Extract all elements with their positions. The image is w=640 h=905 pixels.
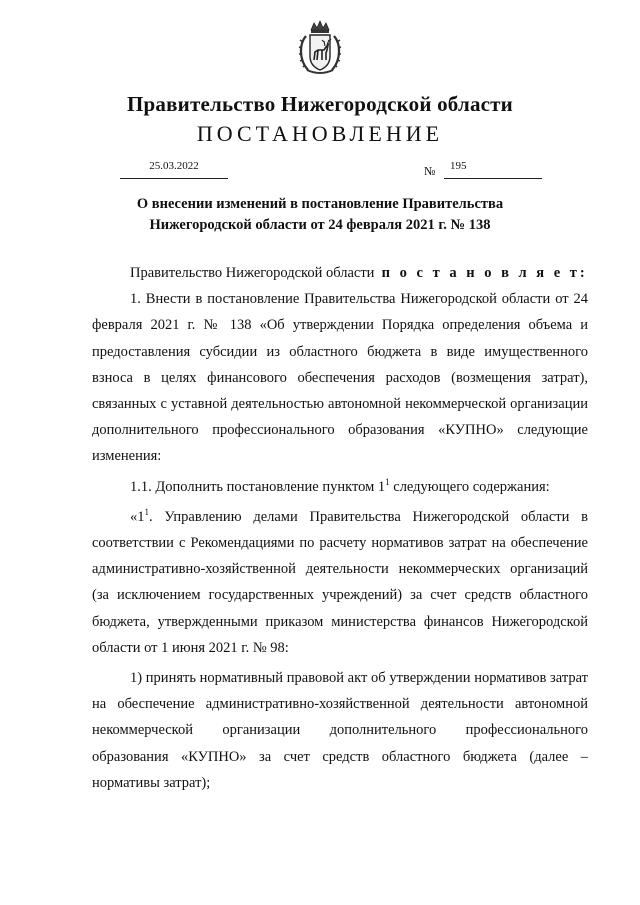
coat-of-arms-icon [297,20,343,76]
subparagraph-1: 1) принять нормативный правовой акт об утверждении нормативов затрат на обеспечение административно-хозяйственной деятельности автономной некоммерческой организации дополнительного профессионального образования «КУПНО» за счет средств областного бюджета (далее – нормативы затрат); [92,670,588,791]
paragraph-1s-start: «1 [130,508,145,525]
subject-line-1: О внесении изменений в постановление Правительства [136,196,504,212]
paragraph-1-1 [92,474,588,500]
number-sign: № [424,164,436,178]
superscript-1: 1 [385,476,390,487]
document-type: ПОСТАНОВЛЕНИЕ [196,121,444,146]
government-name: Правительство Нижегородской области [127,92,513,116]
date-field [120,160,228,179]
document-subject [0,194,640,236]
paragraph-1-1-text: 1.1. Дополнить постановление пунктом 1 [130,478,386,495]
number-field [444,160,542,179]
document-body [92,260,588,796]
preamble-subject: Правительство Нижегородской области [130,265,375,281]
paragraph-1-superscript [92,504,588,661]
paragraph-1s-text: . Управлению делами Правительства Нижегородской области в соответствии с Рекомендациями по расчету нормативов затрат на обеспечение административно-хозяйственной деятельности некоммерческих организаций (за исключением государственных учреждений) за счет средств областного бюджета, утвержденными приказом министерства финансов Нижегородской области от 1 июня 2021 г. № 98: [92,508,588,656]
preamble-verb: п о с т а н о в л я е т: [381,265,588,281]
paragraph-1: 1. Внести в постановление Правительства Нижегородской области от 24 февраля 2021 г. № 138 «Об утверждении Порядка определения объема и предоставления субсидии из областного бюджета в виде имущественного взноса в целях финансового обеспечения расходов (возмещения затрат), связанных с уставной деятельностью автономной некоммерческой организации дополнительного профессионального образования «КУПНО» следующие изменения: [92,291,588,465]
subject-line-2: Нижегородской области от 24 февраля 2021 г. № 138 [149,217,491,233]
superscript-1b: 1 [144,507,149,517]
document-number: 195 [450,160,467,172]
paragraph-1-1-end: следующего содержания: [389,478,550,495]
preamble-paragraph [92,260,588,286]
document-date: 25.03.2022 [149,160,199,172]
